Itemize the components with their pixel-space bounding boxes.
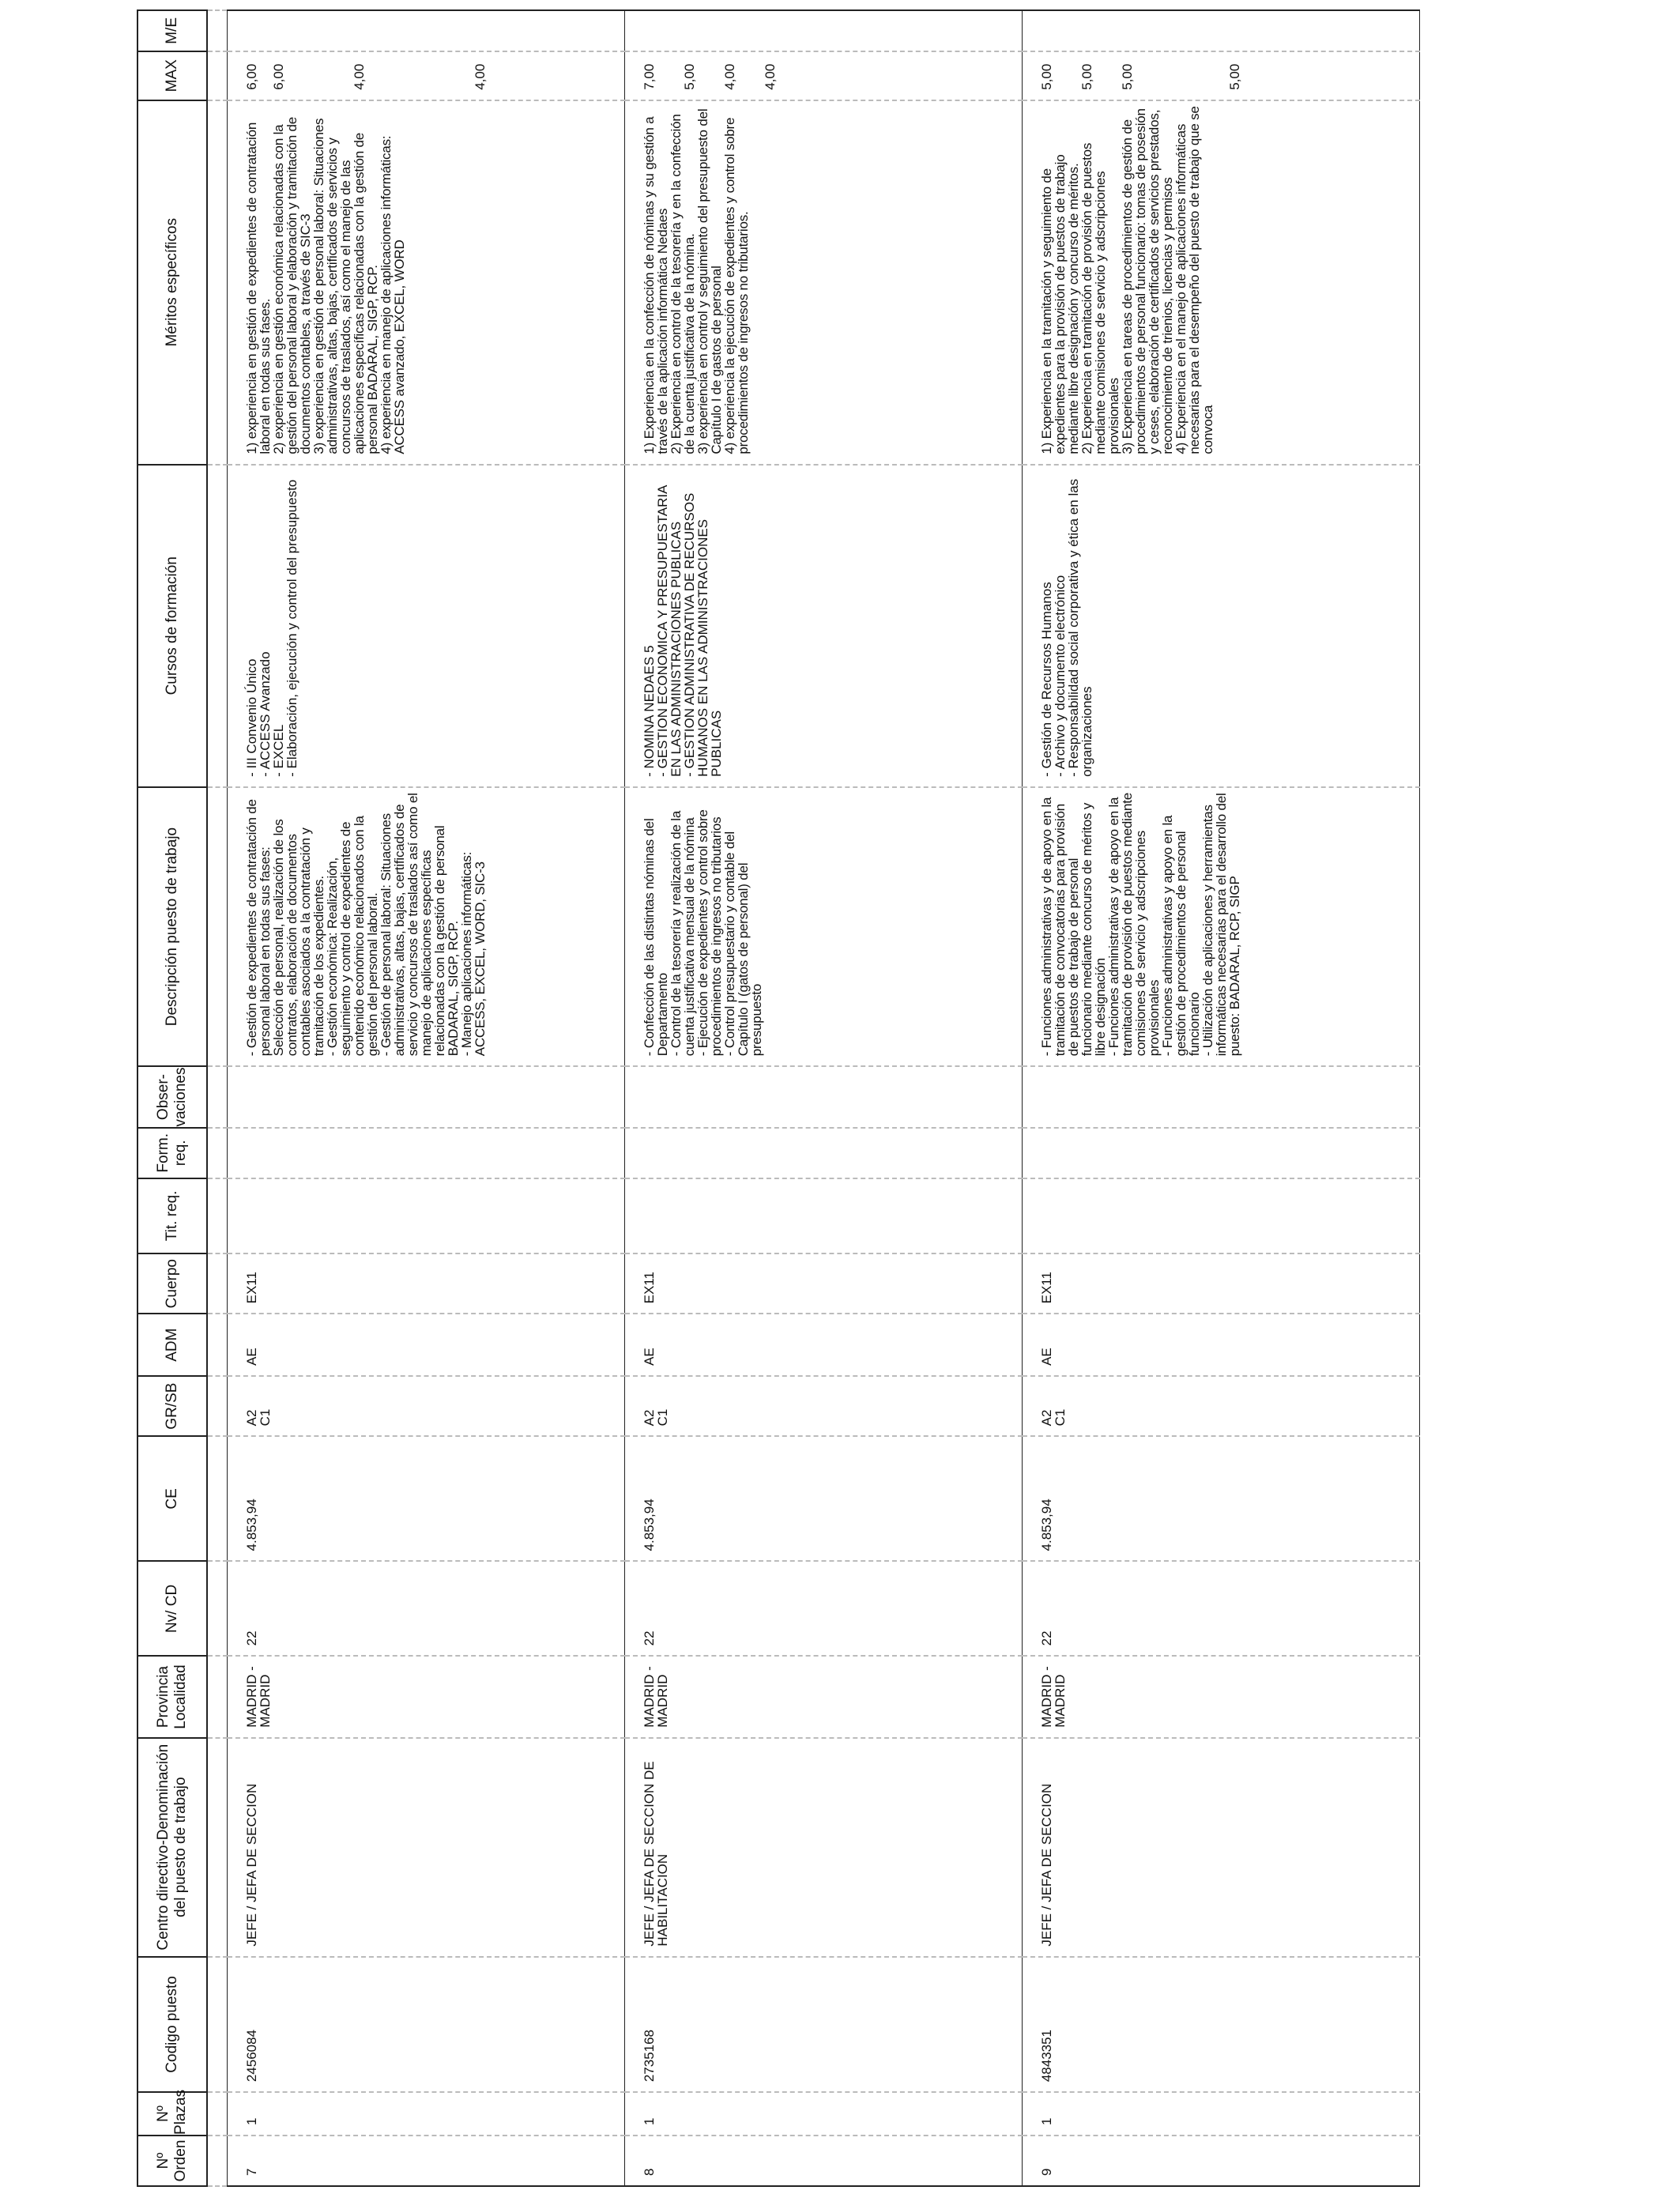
cell-grupo: A2 C1 [228,1376,625,1436]
max-value: 6,00 [271,63,286,90]
cell-ce: 4.853,94 [1023,1436,1420,1561]
cell-me [625,10,1023,51]
cell-descripcion: - Gestión de expedientes de contratación de personal laboral en todas sus fases: Selección de personal, realización de los contratos, elaboración de documentos contables asociados a la contratación y tramitación de los expedientes. - Gestión económica: Realización, seguimiento y control de expedientes de contenido económico relacionados con la gestión del personal laboral. - Gestión de personal laboral: Situaciones administrativas, altas, bajas, certificados de servicio y concursos de traslados así como el manejo de aplicaciones específicas relacionadas con la gestión de personal BADARAL, SIGP, RCP. - Manejo aplicaciones informáticas: ACCESS, EXCEL, WORD, SIC-3 [228,787,625,1066]
cell-me [228,10,625,51]
max-value: 4,00 [722,63,737,90]
table-row [625,10,1023,2186]
cell-max [228,51,625,100]
cell-centro: JEFE / JEFA DE SECCION [228,1738,625,1957]
cell-adm: AE [228,1314,625,1376]
cell-grupo: A2 C1 [625,1376,1023,1436]
cell-ce: 4.853,94 [228,1436,625,1561]
header-adm: ADM [137,1314,207,1376]
max-value [433,57,446,90]
max-value: 5,00 [1079,63,1094,90]
max-value: 4,00 [352,63,367,90]
spacer-row [207,10,228,2186]
cell-orden: 9 [1023,2136,1420,2186]
header-codigo: Codigo puesto [137,1957,207,2093]
cell-centro: JEFE / JEFA DE SECCION [1023,1738,1420,1957]
max-value [1188,57,1201,90]
cell-cursos: - NOMINA NEDAES 5 - GESTION ECONOMICA Y PRESUPUESTARIA EN LAS ADMINISTRACIONES PUBLICAS - GESTION ADMINISTRATIVA DE RECURSOS HUMANOS EN LAS ADMINISTRACIONES PUBLICAS [625,465,1023,787]
cell-codigo: 2735168 [625,1957,1023,2093]
max-value [1161,57,1174,90]
cell-grupo: A2 C1 [1023,1376,1420,1436]
max-value [736,57,750,90]
max-value: 4,00 [763,63,778,90]
cell-titulacion [228,1178,625,1253]
cell-titulacion [625,1178,1023,1253]
cell-cuerpo: EX11 [1023,1253,1420,1314]
cell-codigo: 4843351 [1023,1957,1420,2093]
rotated-document [137,9,1242,2187]
max-value [312,57,326,90]
max-value [460,57,473,90]
max-value [1107,57,1121,90]
header-descripcion: Descripción puesto de trabajo [137,787,207,1066]
max-value [339,57,352,90]
cell-meritos: 1) Experiencia en la tramitación y seguimiento de expedientes para la provisión de puestos de trabajo mediante libre designación y concurso de méritos. 2) Experiencia en tramitación de provisión de puestos mediante comisiones de servicio y adscripciones provisionales 3) Experiencia en tareas de procedimientos de gestión de procedimientos de personal funcionario: tomas de posesión y ceses, elaboración de certificados de servicios prestados, reconocimiento de trienios, licencias y permisos 4) Experiencia en el manejo de aplicaciones informáticas necesarias para el desempeño del puesto de trabajo que se convoca [1023,100,1420,465]
header-me: M/E [137,10,207,51]
cell-meritos: 1) experiencia en gestión de expedientes de contratación laboral en todas sus fases. 2) experiencia en gestión económica relacionadas con la gestión del personal laboral y elaboración y tramitación de documentos contables, a través de SIC-3 3) experiencia en gestión de personal laboral: Situaciones administrativas, altas, bajas, certificados de servicios y concursos de traslados, así como el manejo de las aplicaciones específicas relacionadas con la gestión de personal BADARAL, SIGP, RCP. 4) experiencia en manejo de aplicaciones informáticas: ACCESS avanzado, EXCEL, WORD [228,100,625,465]
header-plazas: Nº Plazas [137,2092,207,2136]
cell-max [1023,51,1420,100]
cell-formacion [1023,1128,1420,1178]
cell-nivel: 22 [228,1561,625,1656]
cell-observaciones [1023,1066,1420,1128]
max-value [379,57,393,90]
cell-cuerpo: EX11 [228,1253,625,1314]
header-observaciones: Obser-vaciones [137,1066,207,1128]
job-posts-table [137,9,1420,2187]
max-value [258,57,272,90]
cell-provincia: MADRID - MADRID [625,1656,1023,1737]
cell-formacion [625,1128,1023,1178]
header-nivel: Nv/ CD [137,1561,207,1656]
max-value [1094,57,1107,90]
cell-cursos: - III Convenio Único - ACCESS Avanzado - EXCEL - Elaboración, ejecución y control del presupuesto [228,465,625,787]
header-formacion: Form. req. [137,1128,207,1178]
cell-formacion [228,1128,625,1178]
max-value [326,57,339,90]
header-cursos: Cursos de formación [137,465,207,787]
cell-me [1023,10,1420,51]
max-value [710,57,723,90]
cell-adm: AE [625,1314,1023,1376]
max-value [1215,57,1228,90]
header-orden: Nº Orden [137,2136,207,2186]
max-value: 7,00 [642,63,657,90]
cell-descripcion: - Funciones administrativas y de apoyo en la tramitación de convocatorias para provisión de puestos de trabajo de personal funcionario mediante concurso de méritos y libre designación - Funciones administrativas y de apoyo en la tramitación de provisión de puestos mediante comisiones de servicio y adscripciones provisionales - Funciones administrativas y apoyo en la gestión de procedimientos de personal funcionario - Utilización de aplicaciones y herramientas informáticas necesarias para el desarrollo del puesto: BADARAL, RCP, SIGP [1023,787,1420,1066]
max-value: 6,00 [244,63,259,90]
cell-observaciones [625,1066,1023,1128]
max-value: 5,00 [1120,63,1135,90]
max-value [1067,57,1080,90]
header-grupo: GR/SB [137,1376,207,1436]
cell-plazas: 1 [1023,2092,1420,2136]
cell-observaciones [228,1066,625,1128]
max-value: 5,00 [1227,63,1242,90]
header-cuerpo: Cuerpo [137,1253,207,1314]
table-row [228,10,625,2186]
cell-nivel: 22 [625,1561,1023,1656]
cell-centro: JEFE / JEFA DE SECCION DE HABILITACION [625,1738,1023,1957]
cell-meritos: 1) Experiencia en la confección de nóminas y su gestión a través de la aplicación informática Nedaes 2) Experiencia en control de la tesorería y en la confección de la cuenta justificativa de la nómina. 3) experiencia en control y seguimiento del presupuesto del Capítulo I de gastos de personal 4) experiencia la ejecución de expedientes y control sobre procedimientos de ingresos no tributarios. [625,100,1023,465]
cell-max [625,51,1023,100]
header-provincia: Provincia Localidad [137,1656,207,1737]
header-ce: CE [137,1436,207,1561]
max-value [1134,57,1147,90]
cell-orden: 8 [625,2136,1023,2186]
max-value [669,57,683,90]
max-value: 4,00 [473,63,488,90]
cell-cuerpo: EX11 [625,1253,1023,1314]
header-row [137,10,207,2186]
cell-codigo: 2456084 [228,1957,625,2093]
max-value [285,57,299,90]
cell-plazas: 1 [625,2092,1023,2136]
cell-nivel: 22 [1023,1561,1420,1656]
header-centro: Centro directivo-Denominación del puesto de trabajo [137,1738,207,1957]
max-value [299,57,312,90]
max-value [1174,57,1188,90]
max-value: 5,00 [1039,63,1054,90]
header-max: MAX [137,51,207,100]
cell-plazas: 1 [228,2092,625,2136]
max-value [420,57,433,90]
max-value [1053,57,1067,90]
max-value [696,57,710,90]
max-value [393,57,406,90]
cell-ce: 4.853,94 [625,1436,1023,1561]
cell-provincia: MADRID - MADRID [1023,1656,1420,1737]
table-row [1023,10,1420,2186]
max-value [1147,57,1161,90]
max-value [406,57,420,90]
cell-cursos: - Gestión de Recursos Humanos - Archivo y documento electrónico - Responsabilidad social corporativa y ética en las organizaciones [1023,465,1420,787]
header-titulacion: Tit. req. [137,1178,207,1253]
max-value [750,57,763,90]
max-value [366,57,379,90]
header-meritos: Méritos específicos [137,100,207,465]
cell-titulacion [1023,1178,1420,1253]
max-value: 5,00 [682,63,697,90]
cell-orden: 7 [228,2136,625,2186]
max-value [1201,57,1215,90]
max-value [446,57,460,90]
max-value [656,57,669,90]
cell-provincia: MADRID - MADRID [228,1656,625,1737]
cell-adm: AE [1023,1314,1420,1376]
cell-descripcion: - Confección de las distintas nóminas del Departamento - Control de la tesorería y realización de la cuenta justificativa mensual de la nómina - Ejecución de expedientes y control sobre procedimientos de ingresos no tributarios - Control presupuestario y contable del Capítulo I (gatos de personal) del presupuesto [625,787,1023,1066]
